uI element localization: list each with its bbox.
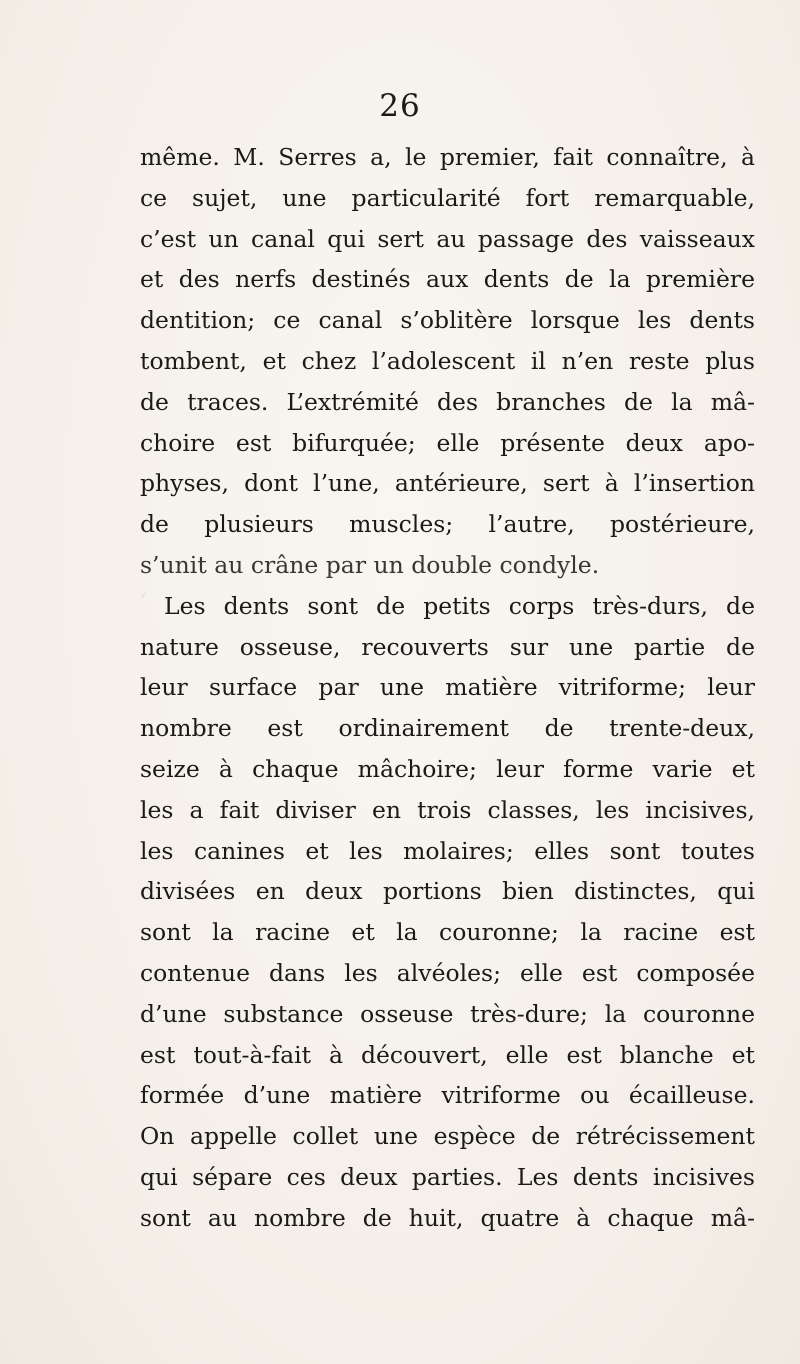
text-line: de plusieurs muscles; l’autre, postérieure, [140, 510, 755, 539]
text-line: sont au nombre de huit, quatre à chaque mâ- [140, 1203, 755, 1232]
text-line: de traces. L’extrémité des branches de la mâ- [140, 387, 755, 416]
text-line: même. M. Serres a, le premier, fait connaître, à [140, 143, 755, 171]
text-line: seize à chaque mâchoire; leur forme varie et [140, 754, 755, 783]
text-line: c’est un canal qui sert au passage des vaisseaux [140, 224, 755, 253]
text-line: dentition; ce canal s’oblitère lorsque les dents [140, 306, 755, 335]
paragraph-start-line: Les dents sont de petits corps très-durs, de [164, 591, 755, 620]
text-line: nature osseuse, recouverts sur une partie de [140, 632, 755, 661]
text-line: qui sépare ces deux parties. Les dents incisives [140, 1162, 755, 1191]
page-number: 26 [379, 88, 421, 124]
text-line: On appelle collet une espèce de rétrécissement [140, 1122, 755, 1151]
paragraph-end-line: s’unit au crâne par un double condyle. [140, 550, 600, 579]
text-line: et des nerfs destinés aux dents de la première [140, 265, 755, 294]
text-line: leur surface par une matière vitriforme; leur [140, 673, 755, 702]
text-line: contenue dans les alvéoles; elle est composée [140, 958, 755, 987]
text-line: sont la racine et la couronne; la racine est [140, 918, 755, 947]
text-line: divisées en deux portions bien distinctes, qui [140, 877, 755, 906]
text-line: d’une substance osseuse très-dure; la couronne [140, 999, 755, 1028]
text-line: est tout-à-fait à découvert, elle est blanche et [140, 1040, 755, 1069]
text-line: tombent, et chez l’adolescent il n’en reste plus [140, 346, 755, 375]
text-line: ce sujet, une particularité fort remarquable, [140, 183, 755, 212]
text-line: les canines et les molaires; elles sont toutes [140, 836, 755, 865]
text-line: choire est bifurquée; elle présente deux apo- [140, 428, 755, 457]
body-text [140, 137, 755, 1239]
text-line: physes, dont l’une, antérieure, sert à l’insertion [140, 469, 755, 498]
text-line: les a fait diviser en trois classes, les incisives, [140, 795, 755, 824]
text-line: nombre est ordinairement de trente-deux, [140, 714, 755, 743]
text-line: formée d’une matière vitriforme ou écailleuse. [140, 1081, 755, 1110]
